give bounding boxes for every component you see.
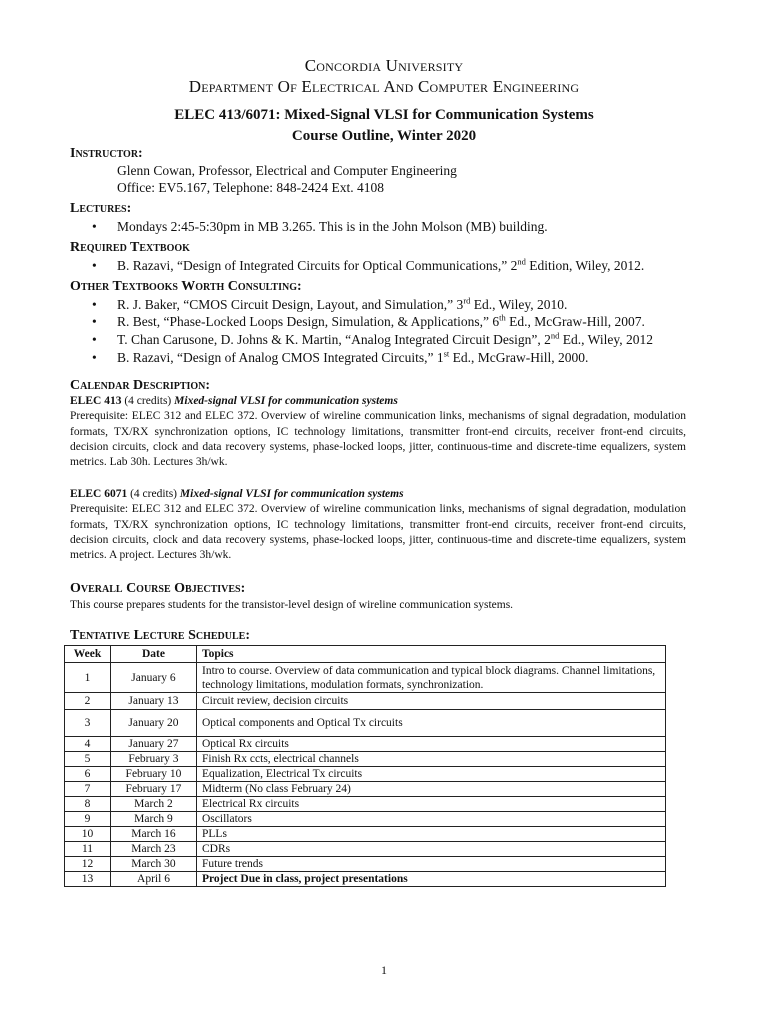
textbook-text: B. Razavi, “Design of Analog CMOS Integrated Circuits,” 1 bbox=[117, 350, 444, 365]
topic-cell: PLLs bbox=[197, 827, 666, 842]
topic-cell: Optical components and Optical Tx circuits bbox=[197, 710, 666, 737]
course-name: Mixed-signal VLSI for communication systems bbox=[174, 395, 398, 407]
topic-cell: Project Due in class, project presentations bbox=[197, 872, 666, 887]
table-header-row bbox=[65, 646, 666, 663]
bullet-icon: • bbox=[92, 332, 97, 347]
lectures-text: Mondays 2:45-5:30pm in MB 3.265. This is in the John Molson (MB) building. bbox=[117, 219, 548, 234]
course-description-text: Prerequisite: ELEC 312 and ELEC 372. Overview of wireline communication links, mechanisms of signal degradation, modulation formats, TX/RX synchronization options, IC technology limitations, transmitter front-end circuits, receiver front-end circuits, decision circuits, clock and data recovery systems, phase-locked loops, jitter, continuous-time and discrete-time equalizers, system metrics. A project. Lectures 3h/wk. bbox=[70, 503, 686, 562]
date-cell: March 30 bbox=[111, 857, 197, 872]
week-cell: 2 bbox=[65, 693, 111, 710]
week-cell: 4 bbox=[65, 737, 111, 752]
table-row bbox=[65, 663, 666, 693]
week-cell: 5 bbox=[65, 752, 111, 767]
date-cell: January 6 bbox=[111, 663, 197, 693]
lectures-heading: Lectures: bbox=[70, 201, 132, 216]
date-cell: February 3 bbox=[111, 752, 197, 767]
table-row bbox=[65, 812, 666, 827]
textbook-sup: st bbox=[443, 348, 450, 359]
bullet-icon: • bbox=[92, 219, 97, 234]
table-row bbox=[65, 737, 666, 752]
topic-cell: Equalization, Electrical Tx circuits bbox=[197, 767, 666, 782]
week-cell: 3 bbox=[65, 710, 111, 737]
textbook-text: B. Razavi, “Design of Integrated Circuits for Optical Communications,” 2 bbox=[117, 258, 518, 273]
table-row bbox=[65, 752, 666, 767]
course-code: ELEC 413 bbox=[70, 395, 122, 407]
table-row bbox=[65, 693, 666, 710]
date-cell: March 23 bbox=[111, 842, 197, 857]
table-row bbox=[65, 872, 666, 887]
textbook-sup: rd bbox=[463, 295, 471, 306]
column-header-date: Date bbox=[111, 646, 197, 663]
calendar-heading: Calendar Description: bbox=[70, 378, 211, 393]
topic-cell: CDRs bbox=[197, 842, 666, 857]
instructor-name: Glenn Cowan, Professor, Electrical and Computer Engineering bbox=[117, 163, 457, 178]
textbook-sup: th bbox=[499, 312, 506, 323]
elec413-description bbox=[70, 394, 686, 470]
week-cell: 8 bbox=[65, 797, 111, 812]
schedule-heading: Tentative Lecture Schedule: bbox=[70, 628, 251, 643]
textbook-text-end: Ed., McGraw-Hill, 2007. bbox=[505, 314, 645, 329]
date-cell: March 9 bbox=[111, 812, 197, 827]
week-cell: 12 bbox=[65, 857, 111, 872]
table-row bbox=[65, 782, 666, 797]
course-credits: (4 credits) bbox=[121, 395, 175, 407]
date-cell: March 16 bbox=[111, 827, 197, 842]
other-textbook-item bbox=[92, 297, 567, 313]
topic-cell: Electrical Rx circuits bbox=[197, 797, 666, 812]
bullet-icon: • bbox=[92, 297, 97, 312]
topic-cell: Future trends bbox=[197, 857, 666, 872]
column-header-topics: Topics bbox=[197, 646, 666, 663]
lectures-item bbox=[92, 219, 548, 235]
column-header-week: Week bbox=[65, 646, 111, 663]
week-cell: 7 bbox=[65, 782, 111, 797]
table-row bbox=[65, 842, 666, 857]
week-cell: 1 bbox=[65, 663, 111, 693]
date-cell: April 6 bbox=[111, 872, 197, 887]
textbook-sup: nd bbox=[517, 256, 526, 267]
bullet-icon: • bbox=[92, 258, 97, 273]
other-textbooks-heading: Other Textbooks Worth Consulting: bbox=[70, 279, 302, 294]
required-textbook-heading: Required Textbook bbox=[70, 240, 190, 255]
textbook-text: R. Best, “Phase-Locked Loops Design, Simulation, & Applications,” 6 bbox=[117, 314, 500, 329]
course-title: ELEC 413/6071: Mixed-Signal VLSI for Communication Systems bbox=[174, 107, 594, 123]
topic-cell: Finish Rx ccts, electrical channels bbox=[197, 752, 666, 767]
page-number: 1 bbox=[381, 963, 387, 977]
textbook-text: R. J. Baker, “CMOS Circuit Design, Layout, and Simulation,” 3 bbox=[117, 297, 464, 312]
other-textbook-item bbox=[92, 350, 588, 366]
topic-cell: Circuit review, decision circuits bbox=[197, 693, 666, 710]
textbook-text-end: Edition, Wiley, 2012. bbox=[525, 258, 645, 273]
topic-cell: Midterm (No class February 24) bbox=[197, 782, 666, 797]
topic-cell: Optical Rx circuits bbox=[197, 737, 666, 752]
course-name: Mixed-signal VLSI for communication systems bbox=[179, 488, 404, 500]
objectives-text: This course prepares students for the transistor-level design of wireline communication systems. bbox=[70, 599, 514, 611]
elec6071-description bbox=[70, 487, 686, 563]
week-cell: 13 bbox=[65, 872, 111, 887]
course-code: ELEC 6071 bbox=[70, 488, 128, 500]
week-cell: 6 bbox=[65, 767, 111, 782]
date-cell: March 2 bbox=[111, 797, 197, 812]
other-textbook-item bbox=[92, 314, 645, 330]
bullet-icon: • bbox=[92, 314, 97, 329]
date-cell: January 27 bbox=[111, 737, 197, 752]
course-description-text: Prerequisite: ELEC 312 and ELEC 372. Overview of wireline communication links, mechanisms of signal degradation, modulation formats, TX/RX synchronization options, IC technology limitations, transmitter front-end circuits, receiver front-end circuits, decision circuits, clock and data recovery systems, phase-locked loops, jitter, continuous-time and discrete-time equalizers, system metrics. Lab 30h. Lectures 3h/wk. bbox=[70, 410, 686, 469]
table-row bbox=[65, 710, 666, 737]
other-textbook-item bbox=[92, 332, 653, 348]
course-credits: (4 credits) bbox=[127, 488, 180, 500]
table-row bbox=[65, 767, 666, 782]
week-cell: 9 bbox=[65, 812, 111, 827]
topic-cell: Intro to course. Overview of data communication and typical block diagrams. Channel limitations, technology limitations, modulation formats, synchronization. bbox=[197, 663, 666, 693]
textbook-text-end: Ed., McGraw-Hill, 2000. bbox=[449, 350, 589, 365]
date-cell: February 10 bbox=[111, 767, 197, 782]
instructor-heading: Instructor: bbox=[70, 146, 143, 161]
date-cell: February 17 bbox=[111, 782, 197, 797]
textbook-sup: nd bbox=[550, 330, 560, 341]
date-cell: January 13 bbox=[111, 693, 197, 710]
table-row bbox=[65, 827, 666, 842]
week-cell: 10 bbox=[65, 827, 111, 842]
department-name: Department Of Electrical And Computer Engineering bbox=[188, 77, 580, 96]
table-row bbox=[65, 797, 666, 812]
university-name: Concordia University bbox=[304, 56, 464, 75]
topic-cell: Oscillators bbox=[197, 812, 666, 827]
week-cell: 11 bbox=[65, 842, 111, 857]
instructor-office: Office: EV5.167, Telephone: 848-2424 Ext. 4108 bbox=[117, 180, 385, 195]
lecture-schedule-table bbox=[64, 645, 666, 887]
textbook-text: T. Chan Carusone, D. Johns & K. Martin, “Analog Integrated Circuit Design”, 2 bbox=[117, 332, 551, 347]
textbook-text-end: Ed., Wiley, 2012 bbox=[559, 332, 653, 347]
bullet-icon: • bbox=[92, 350, 97, 365]
required-textbook-item bbox=[92, 258, 644, 274]
course-outline-title: Course Outline, Winter 2020 bbox=[291, 128, 477, 144]
table-row bbox=[65, 857, 666, 872]
date-cell: January 20 bbox=[111, 710, 197, 737]
textbook-text-end: Ed., Wiley, 2010. bbox=[470, 297, 568, 312]
objectives-heading: Overall Course Objectives: bbox=[70, 581, 246, 596]
